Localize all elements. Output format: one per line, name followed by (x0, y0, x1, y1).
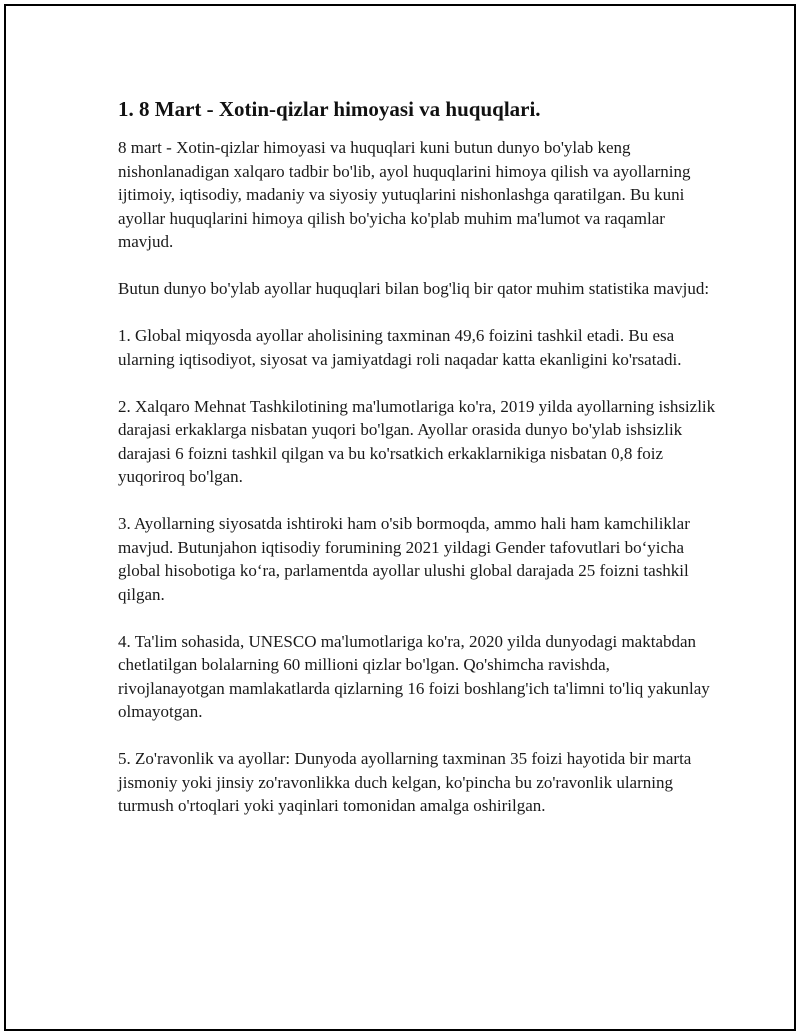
list-item-unemployment: 2. Xalqaro Mehnat Tashkilotining ma'lumotlariga ko'ra, 2019 yilda ayollarning ishsizlik darajasi erkaklarga nisbatan yuqori bo'lgan. Ayollar orasida dunyo bo'ylab ishsizlik darajasi 6 foizni tashkil qilgan va bu ko'rsatkich erkaklarnikiga nisbatan 0,8 foiz yuqoriroq bo'lgan. (118, 396, 716, 486)
intro-paragraph: 8 mart - Xotin-qizlar himoyasi va huquqlari kuni butun dunyo bo'ylab keng nishonlanadigan xalqaro tadbir bo'lib, ayol huquqlarini himoya qilish va ayollarning ijtimoiy, iqtisodiy, madaniy va siyosiy yutuqlarini nishonlashga qaratilgan. Bu kuni ayollar huquqlarini himoya qilish bo'yicha ko'plab muhim ma'lumot va raqamlar mavjud. (118, 138, 691, 251)
statistics-lead-paragraph: Butun dunyo bo'ylab ayollar huquqlari bilan bog'liq bir qator muhim statistika mavjud: (118, 279, 710, 298)
document-title: 1. 8 Mart - Xotin-qizlar himoyasi va huquqlari. (118, 97, 541, 121)
document-page (4, 4, 796, 1031)
document-content (118, 96, 718, 841)
list-item-population: 1. Global miqyosda ayollar aholisining taxminan 49,6 foizini tashkil etadi. Bu esa ularning iqtisodiyot, siyosat va jamiyatdagi roli naqadar katta ekanligini ko'rsatadi. (118, 326, 682, 369)
list-item-politics: 3. Ayollarning siyosatda ishtiroki ham o'sib bormoqda, ammo hali ham kamchiliklar mavjud. Butunjahon iqtisodiy forumining 2021 yildagi Gender tafovutlari bo‘yicha global hisobotiga ko‘ra, parlamentda ayollar ulushi global darajada 25 foizni tashkil qilgan. (118, 514, 690, 604)
list-item-violence: 5. Zo'ravonlik va ayollar: Dunyoda ayollarning taxminan 35 foizi hayotida bir marta jismoniy yoki jinsiy zo'ravonlikka duch kelgan, ko'pincha bu zo'ravonlik ularning turmush o'rtoqlari yoki yaqinlari tomonidan amalga oshirilgan. (118, 749, 692, 815)
list-item-education: 4. Ta'lim sohasida, UNESCO ma'lumotlariga ko'ra, 2020 yilda dunyodagi maktabdan chetlatilgan bolalarning 60 millioni qizlar bo'lgan. Qo'shimcha ravishda, rivojlanayotgan mamlakatlarda qizlarning 16 foizi boshlang'ich ta'limni to'liq yakunlay olmayotgan. (118, 631, 710, 721)
